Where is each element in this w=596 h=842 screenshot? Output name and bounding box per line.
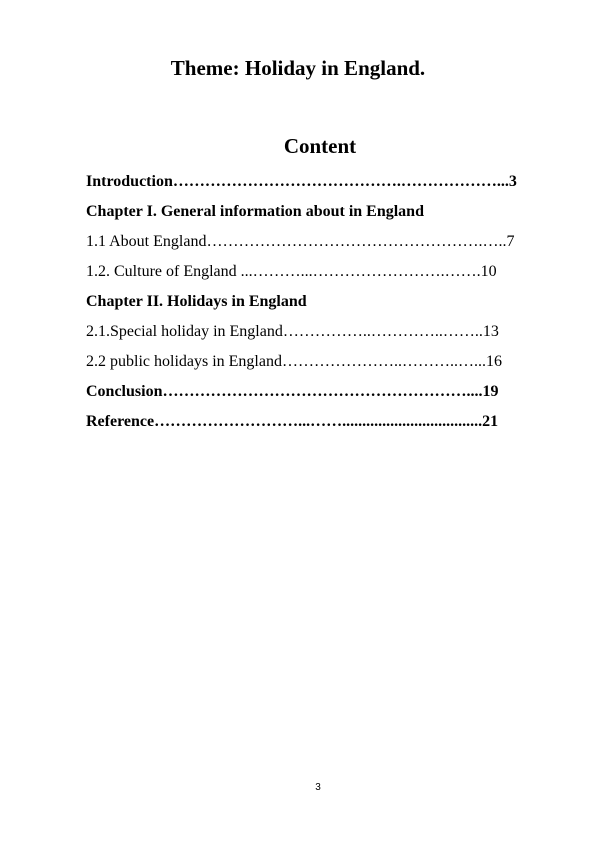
table-of-contents: [86, 170, 566, 440]
toc-entry-reference: Reference………………………...……...................................21: [86, 413, 499, 430]
toc-entry-introduction: Introduction…………………………………….………………...3: [86, 173, 517, 190]
toc-entry-1-2: 1.2. Culture of England ...………...…………………….…….10: [86, 263, 497, 280]
document-title: Theme: Holiday in England.: [170, 56, 426, 80]
content-heading: Content: [283, 134, 357, 158]
toc-entry-2-2: 2.2 public holidays in England…………………..………..…...16: [86, 353, 502, 370]
page-number: 3: [315, 782, 321, 793]
toc-entry-chapter-2: Chapter II. Holidays in England: [86, 293, 307, 310]
toc-entry-1-1: 1.1 About England…………………………………………….…..7: [86, 233, 515, 250]
toc-entry-2-1: 2.1.Special holiday in England……………..…………..……..13: [86, 323, 499, 340]
toc-entry-chapter-1: Chapter I. General information about in England: [86, 203, 424, 220]
toc-entry-conclusion: Conclusion…………………………………………………....19: [86, 383, 499, 400]
